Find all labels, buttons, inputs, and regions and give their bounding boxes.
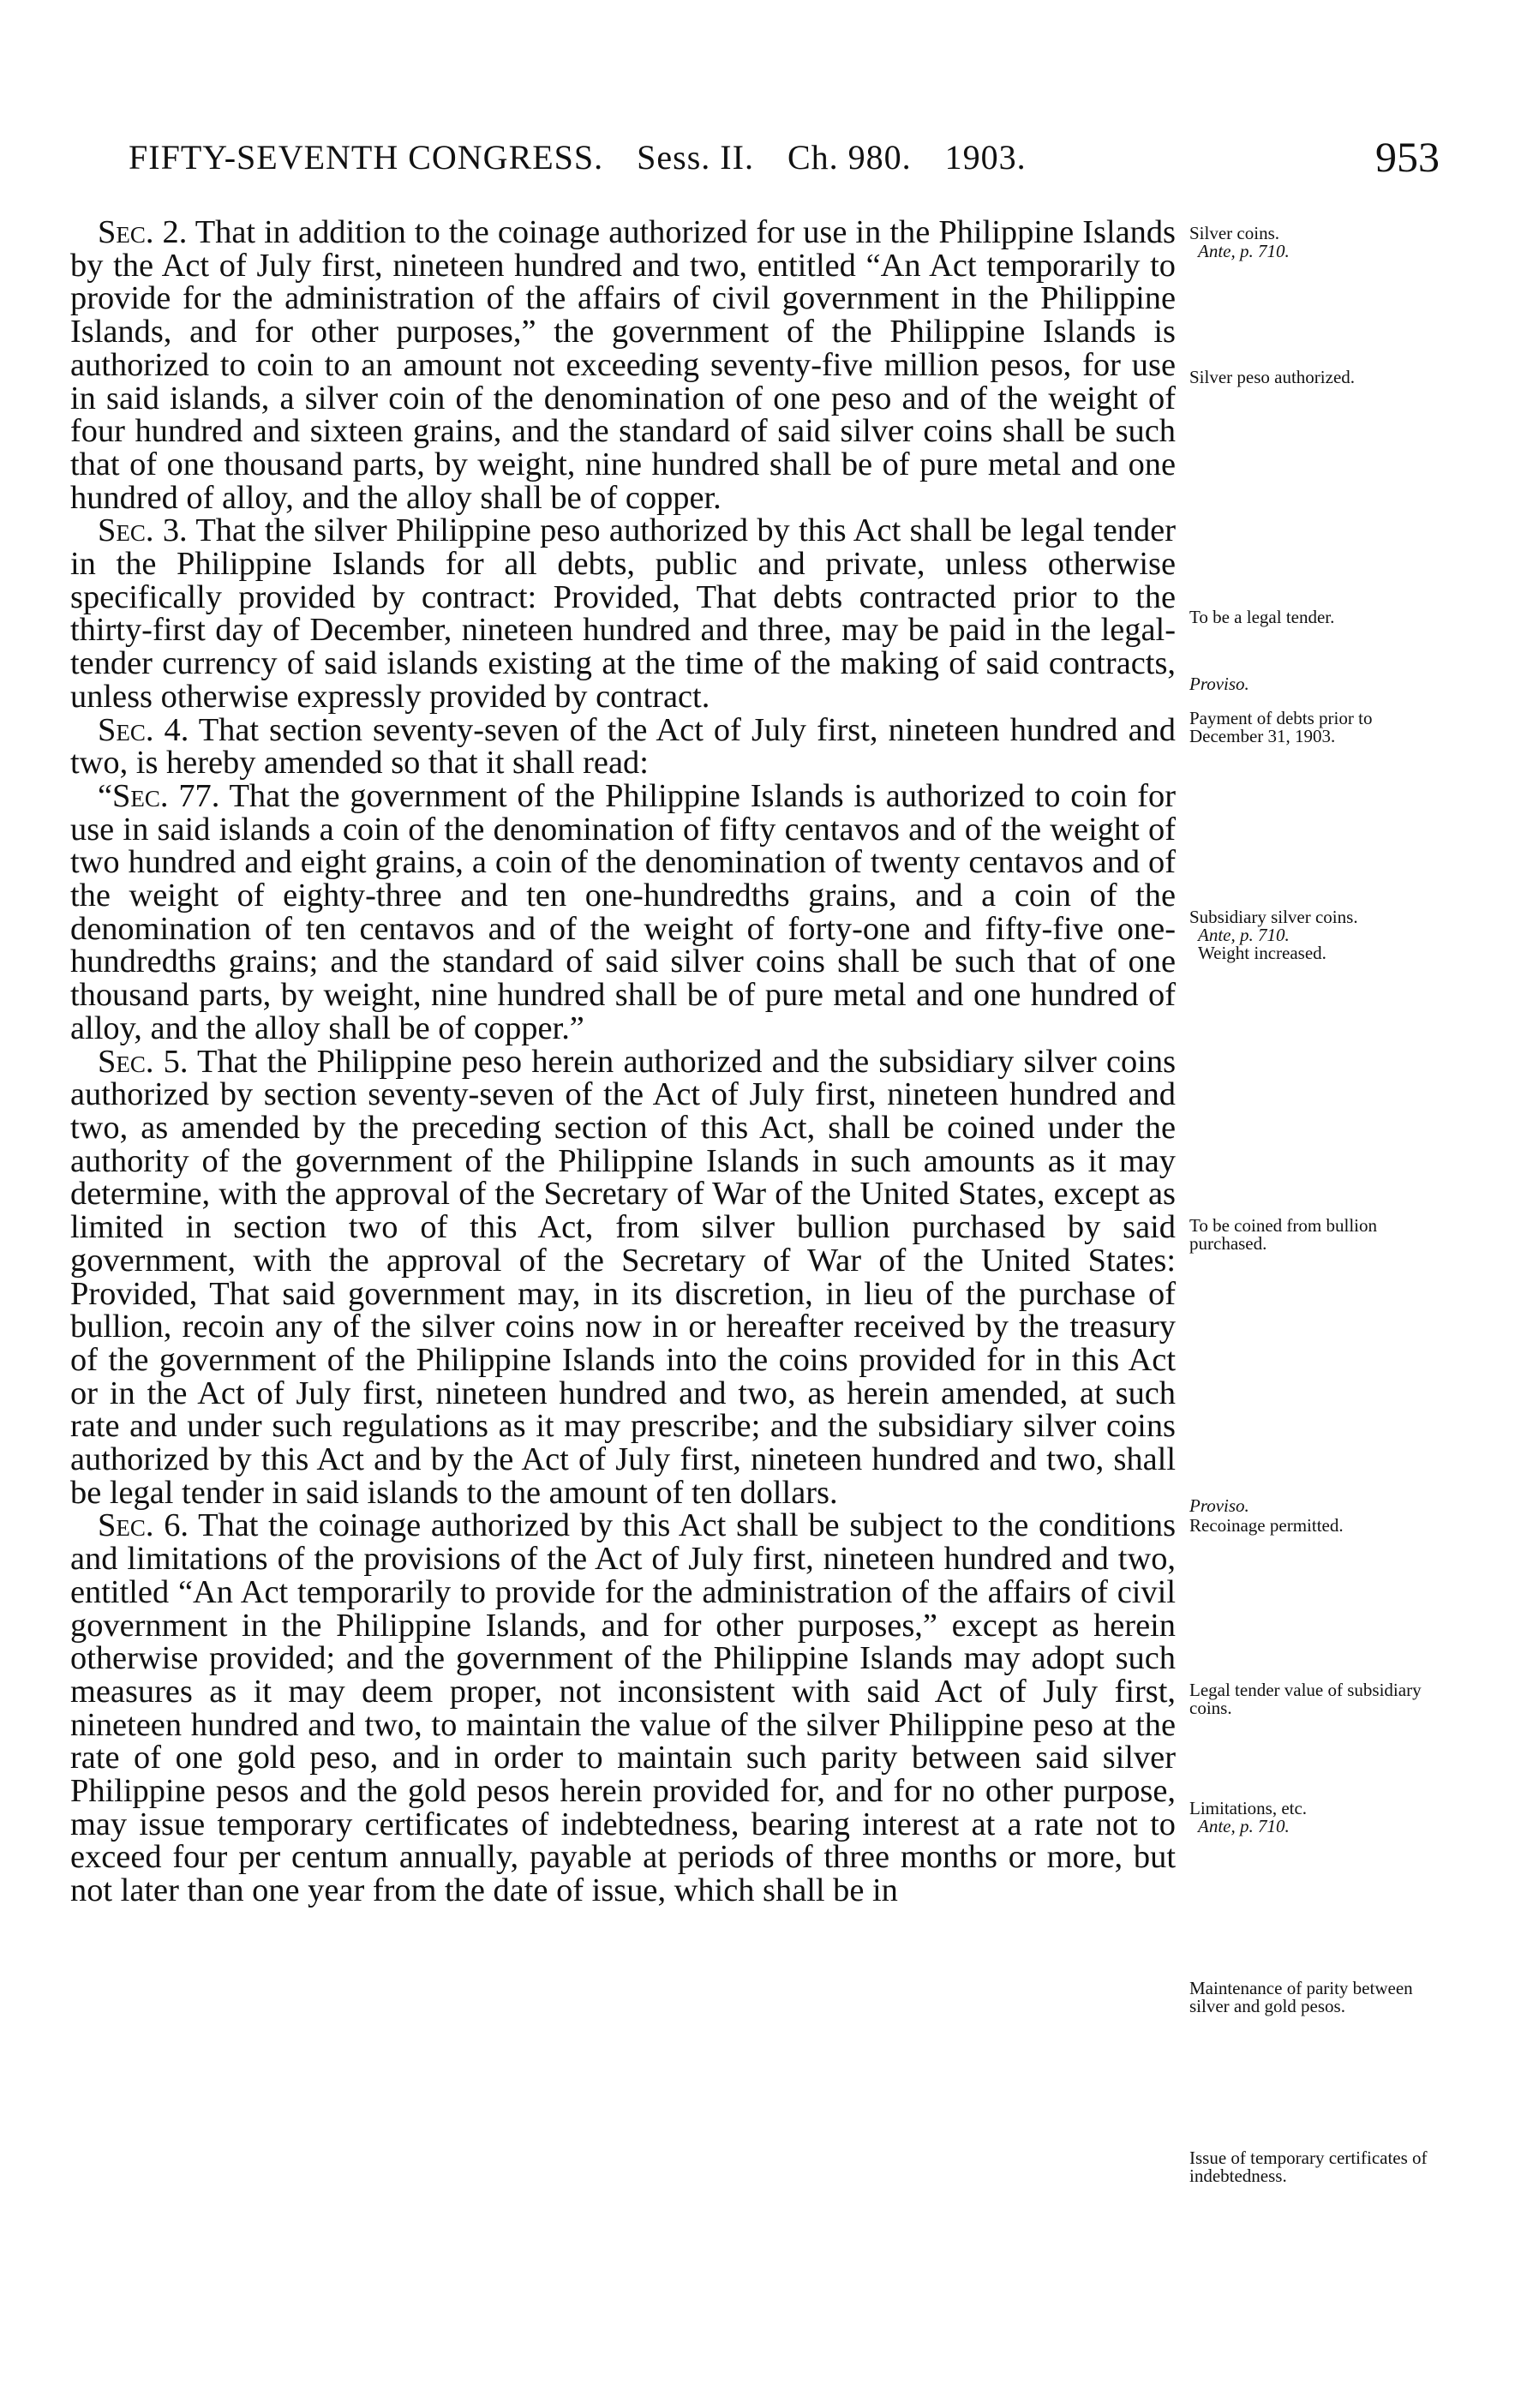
margin-note-silver-peso: Silver peso authorized. [1189, 367, 1356, 387]
note-extra: Weight increased. [1198, 943, 1326, 963]
body-text [70, 216, 1176, 1908]
session-label: Sess. II. [637, 138, 754, 177]
margin-note-temporary-certificates: Issue of temporary certificates of indebtedness. [1189, 2147, 1428, 2186]
note-ref: Ante, p. 710. [1198, 925, 1290, 945]
section-label: Sec. 6. [98, 1507, 189, 1544]
margin-note-limitations [1189, 1800, 1438, 1836]
year-label: 1903. [944, 138, 1027, 177]
margin-note-legal-tender-value: Legal tender value of subsidiary coins. [1189, 1680, 1422, 1718]
section-text: That the Philippine peso herein authorized and the subsidiary silver coins authorized by section seventy-seven of the Act of July first, nineteen hundred and two, as amended by the preceding section of this Act, shall be coined under the authority of the government of the Philippine Islands in such amounts as it may determine, with the approval of the Secretary of War of the United States, except as limited in section two of this Act, from silver bullion purchased by said government, with the approval of the Secretary of War of the United States: Provided, That said government may, in its discretion, in lieu of the purchase of bullion, recoin any of the silver coins now in or hereafter received by the treasury of the government of the Philippine Islands into the coins provided for in this Act or in the Act of July first, nineteen hundred and two, as herein amended, at such rate and under such regulations as it may prescribe; and the subsidiary silver coins authorized by this Act and by the Act of July first, nineteen hundred and two, shall be legal tender in said islands to the amount of ten dollars. [70, 1043, 1177, 1511]
section-6 [70, 1509, 1176, 1907]
section-label: Sec. 5. [98, 1043, 189, 1080]
section-label: “Sec. 77. [98, 777, 220, 814]
margin-note-coined-from-bullion: To be coined from bullion purchased. [1189, 1215, 1377, 1254]
section-3 [70, 514, 1176, 713]
margin-note-subsidiary-coins [1189, 908, 1438, 962]
section-text: That the government of the Philippine Islands is authorized to coin for use in said islands a coin of the denomination of fifty centavos and of the weight of two hundred and eight grains, a coin of the denomination of twenty centavos and of the weight of eighty-three and ten one-hundredths grains, and a coin of the denomination of ten centavos and of the weight of forty-one and fifty-five one-hundredths grains; and the standard of said silver coins shall be such that of one thousand parts, by weight, nine hundred shall be of pure metal and one hundred of alloy, and the alloy shall be of copper.” [70, 777, 1176, 1046]
section-text: That section seventy-seven of the Act of July first, nineteen hundred and two, is hereby amended so that it shall read: [70, 711, 1177, 782]
section-5 [70, 1045, 1176, 1510]
section-text: That the silver Philippine peso authorized by this Act shall be legal tender in the Philippine Islands for all debts, public and private, unless otherwise specifically provided by contract: Provided, That debts contracted prior to the thirty-first day of December, nineteen hundred and three, may be paid in the legal-tender currency of said islands existing at the time of the making of said contracts, unless otherwise expressly provided by contract. [70, 512, 1176, 715]
margin-notes [1189, 0, 1446, 2408]
section-text: That in addition to the coinage authorized for use in the Philippine Islands by the Act of July first, nineteen hundred and two, entitled “An Act temporarily to provide for the administration of the affairs of civil government in the Philippine Islands, and for other purposes,” the government of the Philippine Islands is authorized to coin to an amount not exceeding seventy-five million pesos, for use in said islands, a silver coin of the denomination of one peso and of the weight of four hundred and sixteen grains, and the standard of said silver coins shall be such that of one thousand parts, by weight, nine hundred shall be of pure metal and one hundred of alloy, and the alloy shall be of copper. [70, 214, 1176, 516]
margin-note-proviso-2: Proviso. [1189, 1495, 1249, 1516]
margin-note-payment-of-debts: Payment of debts prior to December 31, 1903. [1189, 708, 1373, 746]
note-text: Silver coins. [1189, 223, 1279, 243]
section-label: Sec. 3. [98, 512, 188, 549]
section-2 [70, 216, 1176, 514]
section-text: That the coinage authorized by this Act shall be subject to the conditions and limitations of the provisions of the Act of July first, nineteen hundred and two, entitled “An Act temporarily to provide for the administration of the affairs of civil government in the Philippine Islands, and for other purposes,” except as herein otherwise provided; and the government of the Philippine Islands may adopt such measures as it may deem proper, not inconsistent with said Act of July first, nineteen hundred and two, to maintain the value of the silver Philippine peso at the rate of one gold peso, and in order to maintain such parity between said silver Philippine pesos and the gold pesos herein provided for, and for no other purpose, may issue temporary certificates of indebtedness, bearing interest at a rate not to exceed four per centum annually, payable at periods of three months or more, but not later than one year from the date of issue, which shall be in [70, 1507, 1177, 1909]
section-label: Sec. 4. [98, 711, 189, 748]
note-ref: Ante, p. 710. [1198, 241, 1290, 261]
section-label: Sec. 2. [98, 214, 188, 250]
note-text: Subsidiary silver coins. [1189, 907, 1358, 927]
margin-note-legal-tender: To be a legal tender. [1189, 607, 1335, 627]
page-number: 953 [1375, 133, 1440, 181]
margin-note-silver-coins [1189, 225, 1438, 261]
margin-note-recoinage: Recoinage permitted. [1189, 1515, 1344, 1536]
section-4 [70, 711, 1177, 782]
margin-note-proviso-1: Proviso. [1189, 674, 1249, 694]
running-head-left [129, 137, 1051, 177]
section-77-amended [70, 777, 1176, 1046]
note-ref: Ante, p. 710. [1198, 1816, 1290, 1836]
note-text: Limitations, etc. [1189, 1798, 1308, 1818]
chapter-label: Ch. 980. [787, 138, 912, 177]
congress-title: FIFTY-SEVENTH CONGRESS. [129, 138, 604, 177]
margin-note-maintenance-of-parity: Maintenance of parity between silver and gold pesos. [1189, 1978, 1413, 2016]
